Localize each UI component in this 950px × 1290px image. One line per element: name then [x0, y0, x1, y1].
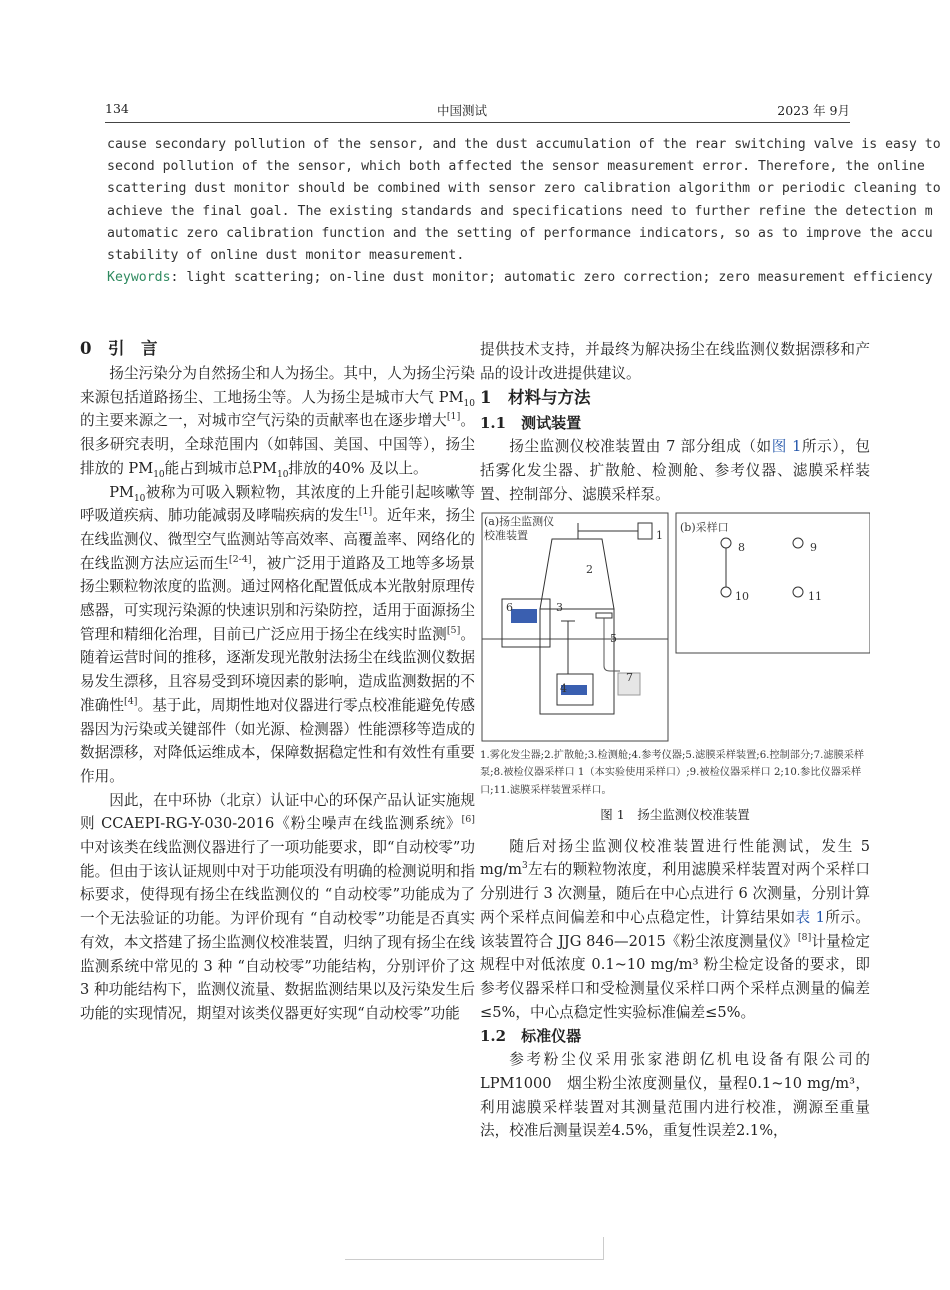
- panel-b-frame: [676, 513, 870, 653]
- label-8: 8: [738, 540, 745, 554]
- sampling-port-11: [793, 587, 803, 597]
- paragraph-intro-2: $PM_{10}$被称为可吸入颗粒物，其浓度的上升能引起咳嗽等呼吸道疾病、肺功能减弱及哮喘疾病的发生[1]。近年来，扬尘在线监测仪、微型空气监测站等高效率、高覆盖率、网络化的在线监测方法应运而生[2-4]，被广泛用于道路及工地等多场景扬尘颗粒物浓度的监测。通过网格化配置低成本光散射原理传感器，可实现污染源的快速识别和污染防控，适用于面源扬尘管理和精细化治理，目前已广泛应用于扬尘在线实时监测[5]。随着运营时间的推移，逐渐发现光散射法扬尘在线监测仪数据易发生漂移，且容易受到环境因素的影响，造成监测数据的不准确性[4]。基于此，周期性地对仪器进行零点校准能避免传感器因为污染或关键部件（如光源、检测器）性能漂移等造成的数据漂移，对降低运维成本，保障数据稳定性和有效性有重要作用。: [80, 483, 475, 785]
- citation[interactable]: [2-4]: [228, 553, 252, 565]
- paragraph-intro-3: 因此，在中环协（北京）认证中心的环保产品认证实施规则 CCAEPI-RG-Y-030-2016《粉尘噪声在线监测系统》[6]中对该类在线监测仪器进行了一项功能要求，即“自动校零”功能。但由于该认证规则中对于功能项没有明确的检测说明和指标要求，使得现有扬尘在线监测仪的 “自动校零”功能成为了一个无法验证的功能。为评价现有 “自动校零”功能是否真实有效，本文搭建了扬尘监测仪校准装置，归纳了现有扬尘在线监测系统中常见的 3 种 “自动校零”功能结构，分别评价了这3 种功能结构下，监测仪流量、数据监测结果以及污染发生后功能的实现情况，期望对该类仪器更好实现“自动校零”功能: [80, 791, 475, 1022]
- abstract-line: second pollution of the sensor, which both affected the sensor measurement error. Therefore, the online: [107, 159, 925, 174]
- keywords-text: : light scattering; on-line dust monitor; automatic zero correction; zero measurement efficiency: [170, 270, 933, 285]
- citation[interactable]: [1]: [446, 411, 461, 423]
- journal-name: 中国测试: [437, 103, 488, 118]
- paragraph-intro-1: 扬尘污染分为自然扬尘和人为扬尘。其中，人为扬尘污染来源包括道路扬尘、工地扬尘等。人为扬尘是城市大气 $PM_{10}$的主要来源之一，对城市空气污染的贡献率也在逐步增大[1]。很多研究表明，全球范围内（如韩国、美国、中国等），扬尘排放的 $PM_{10}$能占到城市总$PM_{10}$排放的40% 及以上。: [80, 365, 475, 480]
- keywords-line: [107, 270, 933, 285]
- citation[interactable]: [5]: [446, 624, 461, 636]
- label-4: 4: [560, 681, 567, 695]
- label-7: 7: [626, 670, 633, 684]
- filter-sampler: [596, 613, 612, 618]
- abstract-line: achieve the final goal. The existing standards and specifications need to further refine the detection m: [107, 204, 933, 219]
- page-number: 134: [105, 101, 129, 116]
- citation[interactable]: [4]: [124, 695, 138, 707]
- section-0-heading: 0 引 言: [80, 339, 158, 358]
- label-2: 2: [586, 562, 593, 576]
- page-header: [105, 98, 850, 123]
- label-9: 9: [810, 540, 817, 554]
- figure-link[interactable]: 图 1: [771, 438, 802, 456]
- abstract-line: scattering dust monitor should be combined with sensor zero calibration algorithm or periodic cleaning to: [107, 181, 941, 196]
- label-1: 1: [656, 528, 663, 542]
- paragraph-reference-instrument: 参考粉尘仪采用张家港朗亿机电设备有限公司的LPM1000 烟尘粉尘浓度测量仪，量程0.1~10 mg/m³，利用滤膜采样装置对其测量范围内进行校准，溯源至重量法，校准后测量误差4.5%，重复性误差2.1%，: [480, 1051, 870, 1140]
- sampling-port-9: [793, 538, 803, 548]
- sampling-port-8: [721, 538, 731, 548]
- abstract-line: stability of online dust monitor measurement.: [107, 248, 465, 263]
- figure-caption: 图 1 扬尘监测仪校准装置: [600, 807, 750, 823]
- citation[interactable]: [8]: [797, 931, 812, 943]
- detection-chamber: [540, 609, 614, 714]
- panel-b-label: (b)采样口: [680, 520, 729, 534]
- abstract-line: cause secondary pollution of the sensor, and the dust accumulation of the rear switching valve is easy to: [107, 137, 941, 152]
- subsection-1-1-heading: 1.1 测试装置: [480, 414, 582, 433]
- table-link[interactable]: 表 1: [795, 908, 825, 926]
- section-1-heading: 1 材料与方法: [480, 388, 591, 408]
- keywords-label: Keywords: [107, 270, 171, 285]
- right-column: [480, 338, 870, 1143]
- diffusion-chamber: [540, 539, 614, 609]
- label-10: 10: [735, 589, 749, 603]
- footer-decoration: [345, 1237, 604, 1260]
- subsection-1-2-heading: 1.2 标准仪器: [480, 1027, 582, 1046]
- label-5: 5: [610, 631, 617, 645]
- sampling-port-10: [721, 587, 731, 597]
- issue-date: 2023 年 9月: [777, 103, 850, 118]
- figure-1-diagram: [480, 511, 870, 743]
- label-6: 6: [506, 600, 513, 614]
- label-11: 11: [808, 589, 822, 603]
- atomizer-box: [638, 523, 652, 539]
- paragraph-performance: 随后对扬尘监测仪校准装置进行性能测试，发生 5 $mg/m^3$左右的颗粒物浓度，利用滤膜采样装置对两个采样口分别进行 3 次测量，随后在中心点进行 6 次测量，分别计算两个采样点间偏差和中心点稳定性，计算结果如表 1所示。该装置符合 JJG 846—2015《粉尘浓度测量仪》[8]计量检定规程中对低浓度 0.1~10 mg/m³ 粉尘检定设备的要求，即参考仪器采样口和受检测量仪采样口两个采样点测量的偏差≤5%，中心点稳定性实验标准偏差≤5%。: [480, 837, 870, 1021]
- panel-a-label: 校准装置: [484, 528, 528, 542]
- left-column: [80, 336, 475, 1026]
- label-3: 3: [556, 600, 563, 614]
- control-display: [511, 609, 537, 623]
- paragraph-intro-end: 提供技术支持，并最终为解决扬尘在线监测仪数据漂移和产品的设计改进提供建议。: [480, 341, 870, 382]
- citation[interactable]: [6]: [461, 814, 475, 826]
- citation[interactable]: [1]: [358, 506, 373, 518]
- panel-a-label: (a)扬尘监测仪: [484, 514, 555, 528]
- figure-1: [480, 511, 870, 743]
- paragraph-device: 扬尘监测仪校准装置由 7 部分组成（如图 1所示），包括雾化发尘器、扩散舱、检测舱、参考仪器、滤膜采样装置、控制部分、滤膜采样泵。: [480, 438, 870, 503]
- abstract-line: automatic zero calibration function and the setting of performance indicators, so as to improve the accu: [107, 226, 933, 241]
- panel-a-frame: [482, 513, 668, 741]
- figure-notes: 1.雾化发尘器;2.扩散舱;3.检测舱;4.参考仪器;5.滤膜采样装置;6.控制部分;7.滤膜采样泵;8.被检仪器采样口 1（本实验使用采样口）;9.被检仪器采样口 2;10.参比仪器采样口;11.滤膜采样装置采样口。: [480, 749, 865, 796]
